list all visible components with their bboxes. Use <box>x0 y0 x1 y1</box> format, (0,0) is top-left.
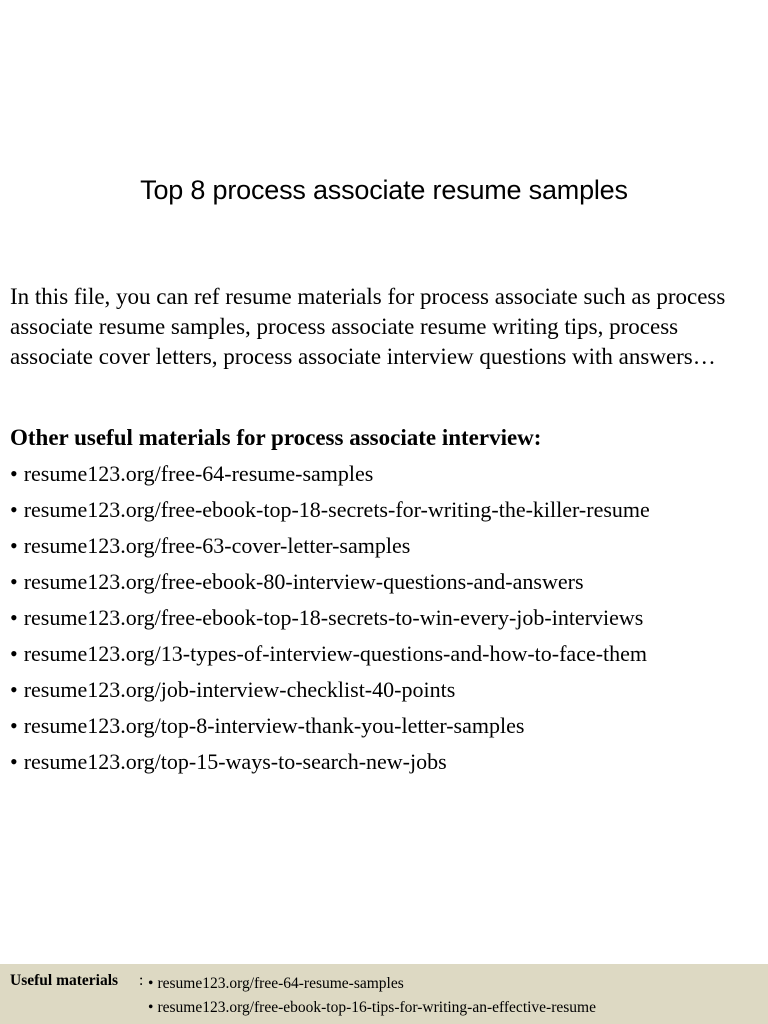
resource-link[interactable]: resume123.org/top-8-interview-thank-you-letter-samples <box>23 713 525 738</box>
footer-separator: : <box>139 972 144 989</box>
page-title: Top 8 process associate resume samples <box>140 175 628 205</box>
list-item <box>10 566 766 602</box>
resource-link[interactable]: resume123.org/free-ebook-80-interview-questions-and-answers <box>23 569 584 594</box>
bullet-icon: • <box>10 713 18 738</box>
list-item <box>10 530 766 566</box>
bullet-icon: • <box>10 461 18 486</box>
footer-label: Useful materials <box>10 972 119 989</box>
bullet-icon: • <box>148 999 154 1016</box>
footer-link[interactable]: resume123.org/free-64-resume-samples <box>157 975 404 992</box>
list-item <box>10 494 766 530</box>
footer-links <box>148 972 596 1020</box>
resource-link[interactable]: resume123.org/free-63-cover-letter-samples <box>23 533 411 558</box>
list-item <box>10 602 766 638</box>
list-item <box>10 458 766 494</box>
bullet-icon: • <box>10 677 18 702</box>
bullet-icon: • <box>10 533 18 558</box>
useful-materials-footer <box>0 964 768 1024</box>
bullet-icon: • <box>10 569 18 594</box>
resource-link[interactable]: resume123.org/13-types-of-interview-questions-and-how-to-face-them <box>23 641 648 666</box>
other-materials-heading: Other useful materials for process associate interview: <box>10 425 542 450</box>
list-item <box>10 710 766 746</box>
footer-list-item <box>148 996 596 1020</box>
resource-link[interactable]: resume123.org/top-15-ways-to-search-new-jobs <box>23 749 447 774</box>
resource-link[interactable]: resume123.org/free-ebook-top-18-secrets-to-win-every-job-interviews <box>23 605 644 630</box>
materials-list <box>10 458 766 782</box>
intro-paragraph: In this file, you can ref resume materials for process associate such as process associate resume samples, process associate resume writing tips, process associate cover letters, process associate interview questions with answers… <box>10 284 726 369</box>
bullet-icon: • <box>10 641 18 666</box>
bullet-icon: • <box>10 497 18 522</box>
resource-link[interactable]: resume123.org/job-interview-checklist-40-points <box>23 677 456 702</box>
resource-link[interactable]: resume123.org/free-64-resume-samples <box>23 461 374 486</box>
list-item <box>10 638 766 674</box>
bullet-icon: • <box>148 975 154 992</box>
bullet-icon: • <box>10 749 18 774</box>
list-item <box>10 674 766 710</box>
footer-link[interactable]: resume123.org/free-ebook-top-16-tips-for-writing-an-effective-resume <box>157 999 596 1016</box>
list-item <box>10 746 766 782</box>
bullet-icon: • <box>10 605 18 630</box>
resource-link[interactable]: resume123.org/free-ebook-top-18-secrets-for-writing-the-killer-resume <box>23 497 650 522</box>
footer-list-item <box>148 972 596 996</box>
